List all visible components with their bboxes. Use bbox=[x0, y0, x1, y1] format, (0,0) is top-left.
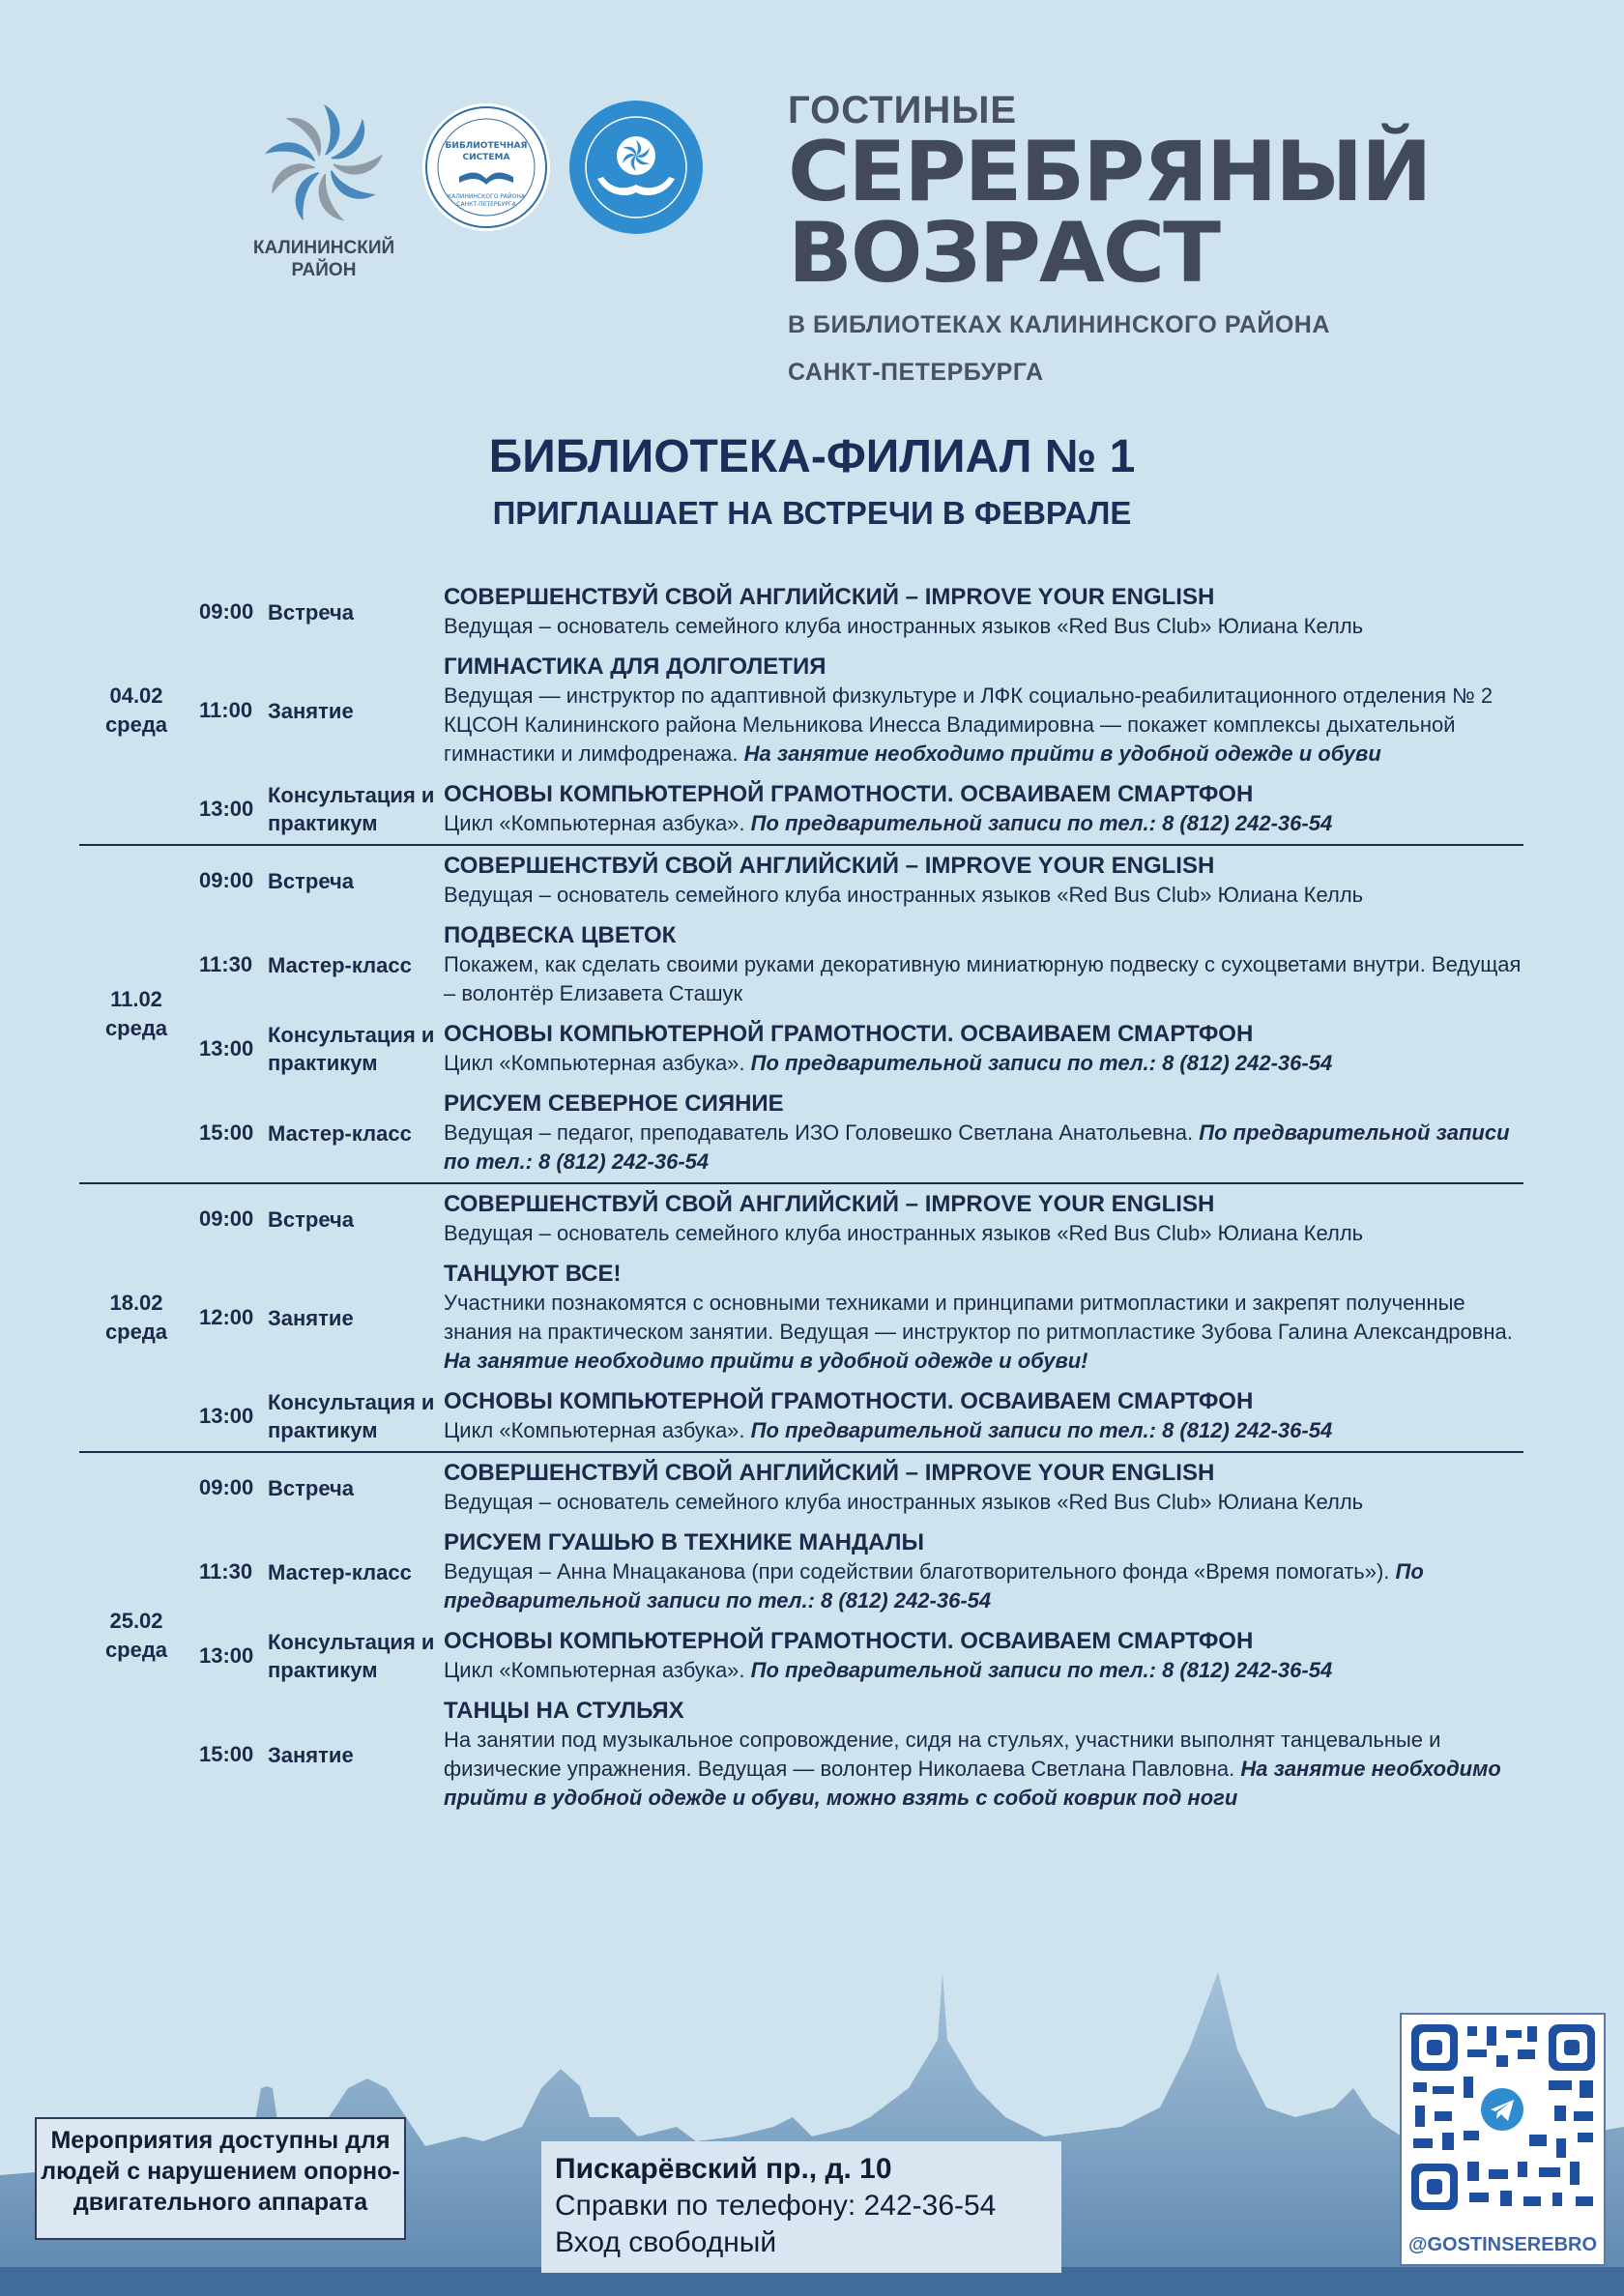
event-type: Занятие bbox=[268, 1305, 354, 1330]
event-description bbox=[444, 921, 1523, 1008]
address-box bbox=[541, 2141, 1061, 2273]
event-description bbox=[444, 1697, 1523, 1813]
event-description bbox=[444, 1020, 1523, 1078]
event-type: Встреча bbox=[268, 1475, 355, 1500]
event-title: СОВЕРШЕНСТВУЙ СВОЙ АНГЛИЙСКИЙ – IMPROVE YOUR ENGLISH bbox=[444, 853, 1215, 879]
event-text: Ведущая – основатель семейного клуба иностранных языков «Red Bus Club» Юлиана Келль bbox=[444, 883, 1364, 907]
event-title: ТАНЦУЮТ ВСЕ! bbox=[444, 1261, 622, 1287]
event-description bbox=[444, 583, 1523, 641]
schedule bbox=[79, 577, 1523, 1818]
event-time: 13:00 bbox=[199, 1643, 254, 1668]
event-row bbox=[193, 1084, 1523, 1182]
event-title: ПОДВЕСКА ЦВЕТОК bbox=[444, 922, 677, 948]
event-row bbox=[193, 1254, 1523, 1381]
event-row bbox=[193, 1621, 1523, 1691]
event-type: Мастер-класс bbox=[268, 1120, 412, 1146]
date-weekday: среда bbox=[104, 712, 168, 737]
event-note: По предварительной записи по тел.: 8 (812) 242-36-54 bbox=[444, 1120, 1510, 1174]
address-line: Пискарёвский пр., д. 10 bbox=[555, 2153, 892, 2185]
district-logo-caption: КАЛИНИНСКИЙ РАЙОН bbox=[252, 238, 395, 280]
event-description bbox=[444, 1528, 1523, 1615]
event-body bbox=[444, 1289, 1523, 1376]
event-body bbox=[444, 1726, 1523, 1813]
event-type: Консультация и практикум bbox=[268, 783, 435, 835]
event-title: ТАНЦЫ НА СТУЛЬЯХ bbox=[444, 1698, 684, 1724]
event-title: РИСУЕМ СЕВЕРНОЕ СИЯНИЕ bbox=[444, 1090, 784, 1117]
event-time: 09:00 bbox=[199, 1206, 254, 1231]
day-date bbox=[79, 846, 193, 1182]
event-description bbox=[444, 1260, 1523, 1376]
event-text: Покажем, как сделать своими руками декоративную миниатюрную подвеску с сухоцветами внутри. Ведущая – волонтёр Елизавета Сташук bbox=[444, 952, 1522, 1005]
event-body bbox=[444, 881, 1523, 910]
event-body bbox=[444, 950, 1523, 1008]
event-body bbox=[444, 1488, 1523, 1517]
event-note: На занятие необходимо прийти в удобной одежде и обуви bbox=[743, 741, 1381, 766]
event-text: Ведущая – педагог, преподаватель ИЗО Головешко Светлана Анатольевна. bbox=[444, 1120, 1194, 1145]
event-title: СОВЕРШЕНСТВУЙ СВОЙ АНГЛИЙСКИЙ – IMPROVE YOUR ENGLISH bbox=[444, 1460, 1215, 1486]
event-text: Цикл «Компьютерная азбука». bbox=[444, 1051, 745, 1075]
day-date bbox=[79, 1184, 193, 1451]
svg-text:СИСТЕМА: СИСТЕМА bbox=[462, 153, 510, 162]
event-text: Участники познакомятся с основными техниками и принципами ритмопластики и закрепят полученные знания на практическом занятии. Ведущая — инструктор по ритмопластике Зубова Галина Александровна. bbox=[444, 1291, 1513, 1344]
event-description bbox=[444, 653, 1523, 769]
event-text: Ведущая – основатель семейного клуба иностранных языков «Red Bus Club» Юлиана Келль bbox=[444, 1490, 1364, 1514]
event-title: ОСНОВЫ КОМПЬЮТЕРНОЙ ГРАМОТНОСТИ. ОСВАИВАЕМ СМАРТФОН bbox=[444, 1628, 1254, 1654]
logo-group bbox=[246, 92, 730, 295]
event-body bbox=[444, 1656, 1523, 1685]
event-title: ОСНОВЫ КОМПЬЮТЕРНОЙ ГРАМОТНОСТИ. ОСВАИВАЕМ СМАРТФОН bbox=[444, 1388, 1254, 1414]
day-block bbox=[79, 1184, 1523, 1453]
event-type: Встреча bbox=[268, 868, 355, 893]
event-body bbox=[444, 1416, 1523, 1445]
brand-gostinye: ГОСТИНЫЕ bbox=[788, 89, 1018, 131]
event-time: 13:00 bbox=[199, 1404, 254, 1428]
event-text: Цикл «Компьютерная азбука». bbox=[444, 1418, 745, 1442]
day-block bbox=[79, 577, 1523, 846]
brand-block bbox=[788, 89, 1464, 387]
event-body bbox=[444, 682, 1523, 769]
event-row bbox=[193, 915, 1523, 1014]
social-center-logo bbox=[568, 100, 704, 235]
event-type: Занятие bbox=[268, 1742, 354, 1767]
event-type: Консультация и практикум bbox=[268, 1023, 435, 1075]
event-note: По предварительной записи по тел.: 8 (812) 242-36-54 bbox=[750, 1051, 1333, 1075]
event-body bbox=[444, 1119, 1523, 1177]
event-text: Ведущая – основатель семейного клуба иностранных языков «Red Bus Club» Юлиана Келль bbox=[444, 614, 1364, 638]
event-note: На занятие необходимо прийти в удобной одежде и обуви! bbox=[444, 1349, 1088, 1373]
event-row bbox=[193, 1014, 1523, 1084]
event-body bbox=[444, 809, 1523, 838]
event-row bbox=[193, 1523, 1523, 1621]
event-title: СОВЕРШЕНСТВУЙ СВОЙ АНГЛИЙСКИЙ – IMPROVE YOUR ENGLISH bbox=[444, 1191, 1215, 1217]
event-row bbox=[193, 1691, 1523, 1818]
date-value: 04.02 bbox=[109, 683, 163, 708]
event-description bbox=[444, 1627, 1523, 1685]
date-weekday: среда bbox=[104, 1320, 168, 1344]
date-value: 18.02 bbox=[109, 1291, 163, 1315]
event-time: 15:00 bbox=[199, 1742, 254, 1766]
date-value: 25.02 bbox=[109, 1609, 163, 1633]
date-weekday: среда bbox=[104, 1638, 168, 1662]
event-type: Консультация и практикум bbox=[268, 1390, 435, 1442]
event-row bbox=[193, 846, 1523, 915]
event-text: Ведущая – основатель семейного клуба иностранных языков «Red Bus Club» Юлиана Келль bbox=[444, 1221, 1364, 1245]
event-time: 13:00 bbox=[199, 797, 254, 821]
event-time: 15:00 bbox=[199, 1120, 254, 1145]
event-title: СОВЕРШЕНСТВУЙ СВОЙ АНГЛИЙСКИЙ – IMPROVE YOUR ENGLISH bbox=[444, 584, 1215, 610]
event-time: 09:00 bbox=[199, 868, 254, 892]
event-description bbox=[444, 1459, 1523, 1517]
kalininsky-district-logo bbox=[251, 97, 396, 232]
event-time: 13:00 bbox=[199, 1036, 254, 1061]
event-text: Ведущая – Анна Мнацаканова (при содействии благотворительного фонда «Время помогать»). bbox=[444, 1559, 1390, 1584]
library-system-seal bbox=[420, 102, 552, 233]
event-body bbox=[444, 1049, 1523, 1078]
event-title: ГИМНАСТИКА ДЛЯ ДОЛГОЛЕТИЯ bbox=[444, 654, 826, 680]
event-note: По предварительной записи по тел.: 8 (812) 242-36-54 bbox=[750, 1418, 1333, 1442]
event-time: 09:00 bbox=[199, 1475, 254, 1499]
event-description bbox=[444, 1190, 1523, 1248]
event-body bbox=[444, 1219, 1523, 1248]
event-row bbox=[193, 1184, 1523, 1254]
day-date bbox=[79, 577, 193, 844]
event-list bbox=[193, 1453, 1523, 1818]
svg-text:БИБЛИОТЕЧНАЯ: БИБЛИОТЕЧНАЯ bbox=[445, 141, 528, 151]
event-list bbox=[193, 577, 1523, 844]
event-row bbox=[193, 1381, 1523, 1451]
event-time: 12:00 bbox=[199, 1305, 254, 1329]
event-time: 11:30 bbox=[199, 1559, 253, 1584]
accessibility-notice: Мероприятия доступны для людей с нарушением опорно-двигательного аппарата bbox=[35, 2117, 406, 2240]
event-type: Встреча bbox=[268, 1206, 355, 1232]
svg-text:КАЛИНИНСКОГО РАЙОНА: КАЛИНИНСКОГО РАЙОНА bbox=[448, 193, 525, 200]
event-type: Встреча bbox=[268, 599, 355, 625]
event-type: Занятие bbox=[268, 698, 354, 723]
brand-city: САНКТ-ПЕТЕРБУРГА bbox=[788, 359, 1044, 386]
page-subtitle: ПРИГЛАШАЕТ НА ВСТРЕЧИ В ФЕВРАЛЕ bbox=[492, 495, 1132, 531]
event-row bbox=[193, 774, 1523, 844]
event-time: 11:00 bbox=[199, 698, 253, 722]
date-weekday: среда bbox=[104, 1016, 168, 1040]
event-note: По предварительной записи по тел.: 8 (812) 242-36-54 bbox=[750, 811, 1333, 835]
event-list bbox=[193, 846, 1523, 1182]
brand-vozrast: ВОЗРАСТ bbox=[788, 205, 1219, 302]
qr-handle-label: @GOSTINSEREBRO bbox=[1407, 2234, 1598, 2255]
event-time: 09:00 bbox=[199, 599, 254, 624]
qr-code-pattern bbox=[1404, 2017, 1602, 2220]
event-type: Мастер-класс bbox=[268, 952, 412, 977]
event-description bbox=[444, 1090, 1523, 1177]
event-row bbox=[193, 1453, 1523, 1523]
event-row bbox=[193, 577, 1523, 647]
event-type: Мастер-класс bbox=[268, 1559, 412, 1584]
phone-line: Справки по телефону: 242-36-54 bbox=[555, 2190, 997, 2222]
event-time: 11:30 bbox=[199, 952, 253, 976]
event-text: Цикл «Компьютерная азбука». bbox=[444, 1658, 745, 1682]
day-date bbox=[79, 1453, 193, 1818]
event-description bbox=[444, 1387, 1523, 1445]
event-title: ОСНОВЫ КОМПЬЮТЕРНОЙ ГРАМОТНОСТИ. ОСВАИВАЕМ СМАРТФОН bbox=[444, 1021, 1254, 1047]
event-description bbox=[444, 780, 1523, 838]
svg-text:САНКТ-ПЕТЕРБУРГА: САНКТ-ПЕТЕРБУРГА bbox=[456, 201, 516, 208]
event-note: На занятие необходимо прийти в удобной одежде и обуви, можно взять с собой коврик под ноги bbox=[444, 1757, 1501, 1810]
event-body bbox=[444, 612, 1523, 641]
event-row bbox=[193, 647, 1523, 774]
event-title: РИСУЕМ ГУАШЬЮ В ТЕХНИКЕ МАНДАЛЫ bbox=[444, 1529, 925, 1555]
date-value: 11.02 bbox=[110, 987, 162, 1011]
day-block bbox=[79, 1453, 1523, 1818]
event-note: По предварительной записи по тел.: 8 (812) 242-36-54 bbox=[750, 1658, 1333, 1682]
event-body bbox=[444, 1557, 1523, 1615]
qr-code[interactable] bbox=[1400, 2013, 1606, 2266]
entry-line: Вход свободный bbox=[555, 2226, 777, 2258]
event-type: Консультация и практикум bbox=[268, 1630, 435, 1682]
day-block bbox=[79, 846, 1523, 1184]
brand-subtitle: В БИБЛИОТЕКАХ КАЛИНИНСКОГО РАЙОНА bbox=[788, 311, 1330, 338]
event-text: На занятии под музыкальное сопровождение, сидя на стульях, участники выполнят танцевальные и физические упражнения. Ведущая — волонтер Николаева Светлана Павловна. bbox=[444, 1728, 1441, 1781]
event-title: ОСНОВЫ КОМПЬЮТЕРНОЙ ГРАМОТНОСТИ. ОСВАИВАЕМ СМАРТФОН bbox=[444, 781, 1254, 807]
event-text: Ведущая — инструктор по адаптивной физкультуре и ЛФК социально-реабилитационного отделения № 2 КЦСОН Калининского района Мельникова Инесса Владимировна — покажет комплексы дыхательной гимнастики и лимфодренажа. bbox=[444, 683, 1494, 766]
event-list bbox=[193, 1184, 1523, 1451]
event-text: Цикл «Компьютерная азбука». bbox=[444, 811, 745, 835]
event-note: По предварительной записи по тел.: 8 (812) 242-36-54 bbox=[444, 1559, 1424, 1613]
event-description bbox=[444, 852, 1523, 910]
brand-serebryany: СЕРЕБРЯНЫЙ bbox=[788, 124, 1431, 220]
page-title: БИБЛИОТЕКА-ФИЛИАЛ № 1 bbox=[488, 431, 1136, 482]
